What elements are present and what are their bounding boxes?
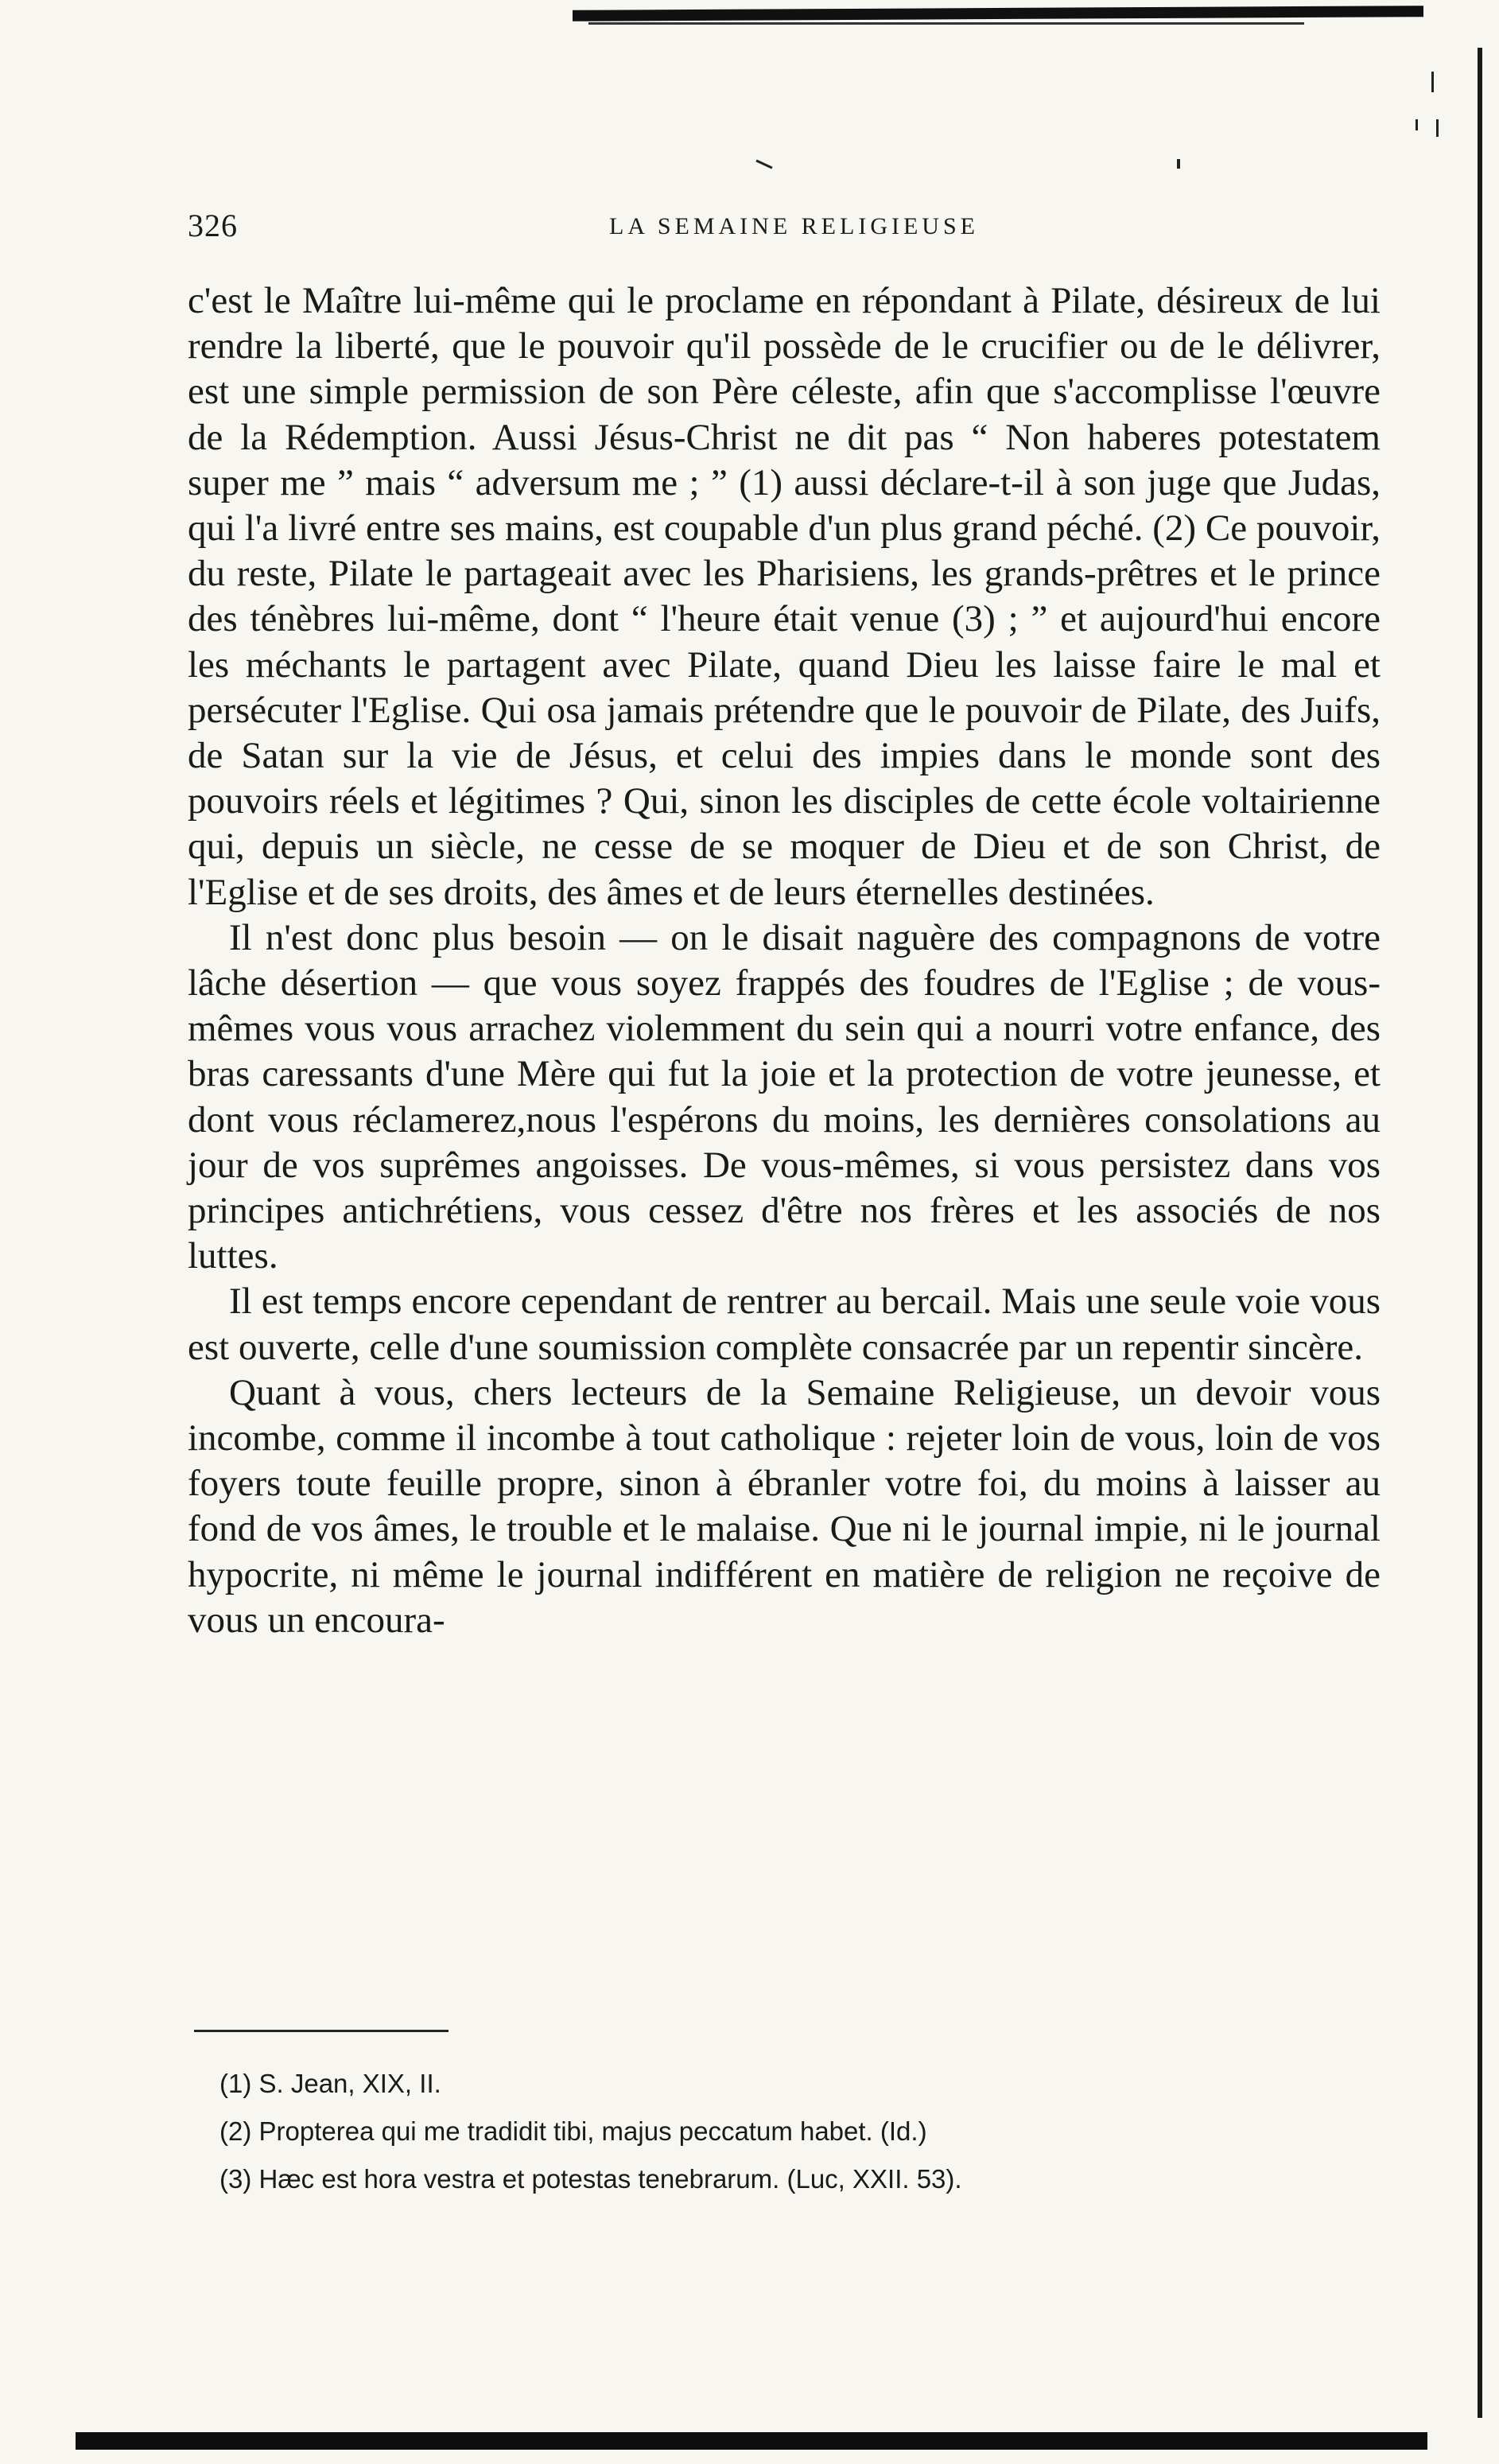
top-rule <box>573 6 1423 21</box>
print-speck <box>1416 119 1418 130</box>
footnote: (3) Hæc est hora vestra et potestas tenebrarum. (Luc, XXII. 53). <box>219 2164 962 2194</box>
footnote: (1) S. Jean, XIX, II. <box>219 2069 441 2098</box>
paragraph: Il est temps encore cependant de rentrer au bercail. Mais une seule voie vous est ouverte, celle d'une soumission complète consacrée par un repentir sincère. <box>188 1281 1381 1368</box>
print-speck <box>1177 159 1180 169</box>
page-header <box>188 207 1381 255</box>
paragraph: Quant à vous, chers lecteurs de la Semaine Religieuse, un devoir vous incombe, comme il incombe à tout catholique : rejeter loin de vous, loin de vos foyers toute feuille propre, sinon à ébranler votre foi, du moins à laisser au fond de vos âmes, le trouble et le malaise. Que ni le journal impie, ni le journal hypocrite, ni même le journal indifférent en matière de religion ne reçoive de vous un encoura- <box>188 1371 1381 1641</box>
paragraph: Il n'est donc plus besoin — on le disait naguère des compagnons de votre lâche désertion — que vous soyez frappés des foudres de l'Eglise ; de vous-mêmes vous vous arrachez violemment du sein qui a nourri votre enfance, des bras caressants d'une Mère qui fut la joie et la protection de votre jeunesse, et dont vous réclamerez,nous l'espérons du moins, les dernières consolations au jour de vos suprêmes angoisses. De vous-mêmes, si vous persistez dans vos principes antichrétiens, vous cessez d'être nos frères et les associés de nos luttes. <box>188 916 1381 1277</box>
paragraph: c'est le Maître lui-même qui le proclame en répondant à Pilate, désireux de lui rendre la liberté, que le pouvoir qu'il possède de le crucifier ou de le délivrer, est une simple permission de son Père céleste, afin que s'accomplisse l'œuvre de la Rédemption. Aussi Jésus-Christ ne dit pas “ Non haberes potestatem super me ” mais “ adversum me ; ” (1) aussi déclare-t-il à son juge que Judas, qui l'a livré entre ses mains, est coupable d'un plus grand péché. (2) Ce pouvoir, du reste, Pilate le partageait avec les Pharisiens, les grands-prêtres et le prince des ténèbres lui-même, dont “ l'heure était venue (3) ; ” et aujourd'hui encore les méchants le partagent avec Pilate, quand Dieu les laisse faire le mal et persécuter l'Eglise. Qui osa jamais prétendre que le pouvoir de Pilate, des Juifs, de Satan sur la vie de Jésus, et celui des impies dans le monde sont des pouvoirs réels et légitimes ? Qui, sinon les disciples de cette école voltairienne qui, depuis un siècle, ne cesse de se moquer de Dieu et de son Christ, de l'Eglise et de ses droits, des âmes et de leurs éternelles destinées. <box>188 280 1381 913</box>
footnotes <box>219 2060 1333 2203</box>
print-speck <box>1431 72 1434 92</box>
print-speck <box>755 159 772 169</box>
top-rule-thin <box>588 22 1304 25</box>
footnote-separator <box>194 2030 449 2032</box>
running-head: LA SEMAINE RELIGIEUSE <box>609 213 979 239</box>
print-speck <box>1436 119 1439 137</box>
footnote: (2) Propterea qui me tradidit tibi, majus peccatum habet. (Id.) <box>219 2116 927 2146</box>
bottom-rule <box>76 2432 1427 2450</box>
margin-mark <box>1478 48 1482 2418</box>
page-number: 326 <box>188 208 238 243</box>
body-text <box>188 278 1381 1643</box>
